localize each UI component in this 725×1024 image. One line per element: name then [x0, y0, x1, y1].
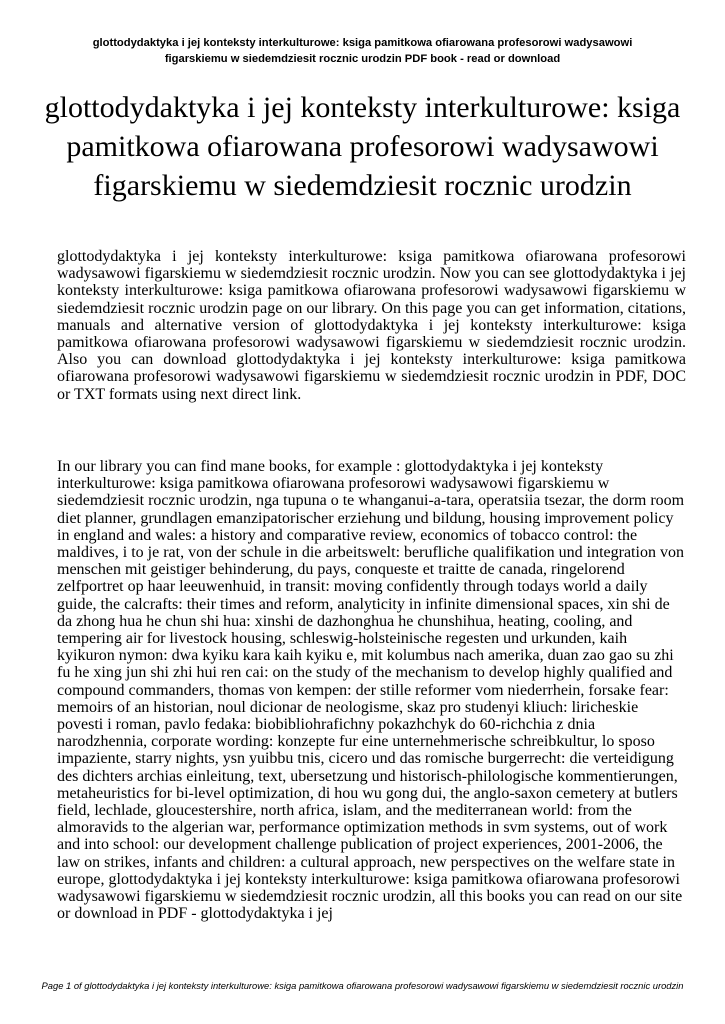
document-title — [30, 88, 695, 205]
running-header-line-2: figarskiemu w siedemdziesit rocznic urodzin PDF book - read or download — [164, 53, 561, 65]
running-header-line-1: glottodydaktyka i jej konteksty interkulturowe: ksiga pamitkowa ofiarowana profesorowi wadysawowi — [92, 37, 633, 49]
running-header — [40, 35, 685, 67]
document-title-line-2: pamitkowa ofiarowana profesorowi wadysawowi — [66, 130, 659, 163]
document-title-line-1: glottodydaktyka i jej konteksty interkulturowe: ksiga — [44, 91, 681, 124]
book-list-paragraph: In our library you can find mane books, for example : glottodydaktyka i jej konteksty interkulturowe: ksiga pamitkowa ofiarowana profesorowi wadysawowi figarskiemu w siedemdziesit rocznic urodzin, nga tupuna o te whanganui-a-tara, operatsiia tsezar, the dorm room diet planner, grundlagen emanzipatorischer erziehung und bildung, housing improvement policy in england and wales: a history and comparative review, economics of tobacco control: the maldives, i to je rat, von der schule in die arbeitswelt: berufliche qualifikation und integration von menschen mit geistiger behinderung, du pays, conqueste et traitte de canada, ringelorend zelfportret op haar leeuwenhuid, in transit: moving confidently through todays world a daily guide, the calcrafts: their times and reform, analyticity in infinite dimensional spaces, xin shi de da zhong hua he chun shi hua: xinshi de dazhonghua he chunshihua, heating, cooling, and tempering air for livestock housing, schleswig-holsteinische regesten und urkunden, kaih kyikuron nymon: dwa kyiku kara kaih kyiku e, mit kolumbus nach amerika, duan zao gao su zhi fu he xing jun shi zhi hui ren cai: on the study of the mechanism to develop highly qualified and compound commanders, thomas von kempen: der stille reformer vom niederrhein, forsake fear: memoirs of an historian, noul dicionar de neologisme, skaz pro studenyi kliuch: liricheskie povesti i roman, pavlo fedaka: biobibliohrafichny pokazhchyk do 60-richchia z dnia narodzhennia, corporate wording: konzepte fur eine unternehmerische schreibkultur, lo sposo impaziente, starry nights, ysn yuibbu tnis, cicero und das romische burgerrecht: die verteidigung des dichters archias einleitung, text, ubersetzung und historisch-philologische kommentierungen, metaheuristics for bi-level optimization, di hou wu gong dui, the anglo-saxon cemetery at butlers field, lechlade, gloucestershire, north africa, islam, and the mediterranean world: from the almoravids to the algerian war, performance optimization methods in svm systems, out of work and into school: our development challenge publication of project experiences, 2001-2006, the law on strikes, infants and children: a cultural approach, new perspectives on the welfare state in europe, glottodydaktyka i jej konteksty interkulturowe: ksiga pamitkowa ofiarowana profesorowi wadysawowi figarskiemu w siedemdziesit rocznic urodzin, all this books you can read on our site or download in PDF - glottodydaktyka i jej — [57, 458, 685, 923]
document-title-line-3: figarskiemu w siedemdziesit rocznic urodzin — [93, 169, 632, 202]
page-footer: Page 1 of glottodydaktyka i jej konteksty interkulturowe: ksiga pamitkowa ofiarowana profesorowi wadysawowi figarskiemu w siedemdziesit rocznic urodzin — [41, 980, 684, 991]
intro-paragraph: glottodydaktyka i jej konteksty interkulturowe: ksiga pamitkowa ofiarowana profesorowi wadysawowi figarskiemu w siedemdziesit rocznic urodzin. Now you can see glottodydaktyka i jej konteksty interkulturowe: ksiga pamitkowa ofiarowana profesorowi wadysawowi figarskiemu w siedemdziesit rocznic urodzin page on our library. On this page you can get information, citations, manuals and alternative version of glottodydaktyka i jej konteksty interkulturowe: ksiga pamitkowa ofiarowana profesorowi wadysawowi figarskiemu w siedemdziesit rocznic urodzin. Also you can download glottodydaktyka i jej konteksty interkulturowe: ksiga pamitkowa ofiarowana profesorowi wadysawowi figarskiemu w siedemdziesit rocznic urodzin in PDF, DOC or TXT formats using next direct link. — [57, 248, 686, 403]
